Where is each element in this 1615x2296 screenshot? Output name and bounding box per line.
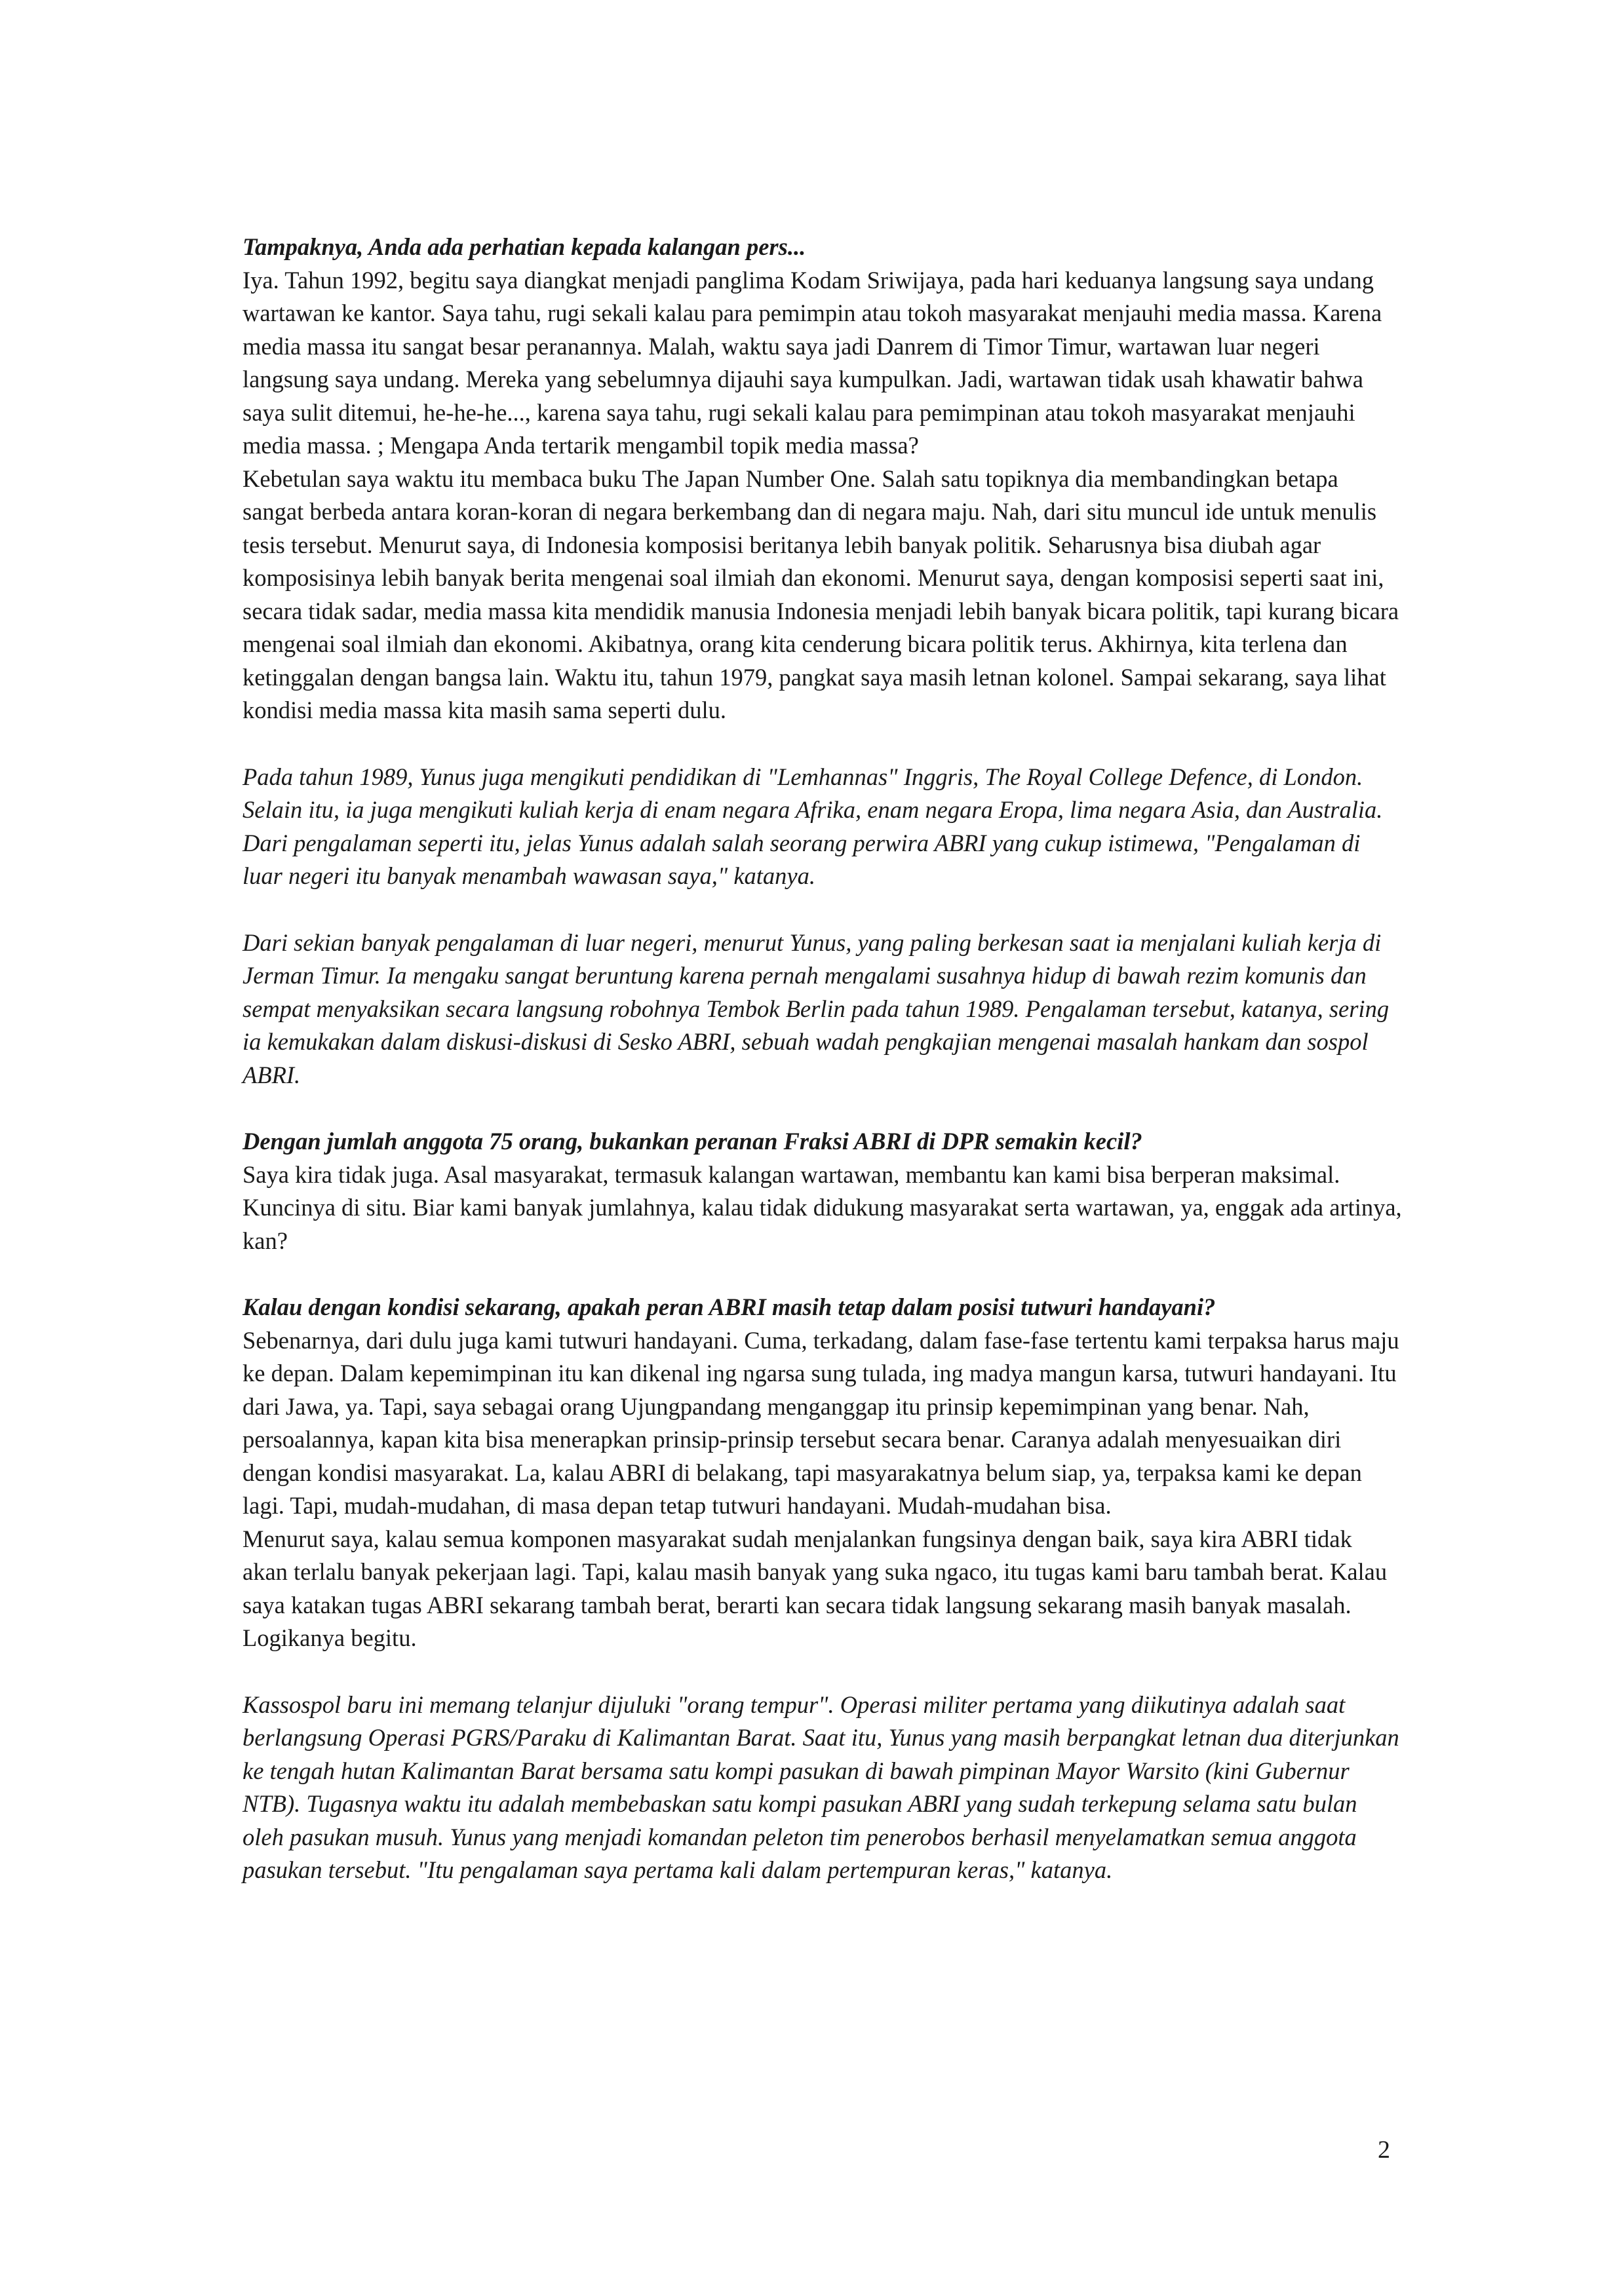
answer-paragraph: Kebetulan saya waktu itu membaca buku The Japan Number One. Salah satu topiknya dia membandingkan betapa sangat berbeda antara koran-koran di negara berkembang dan di negara maju. Nah, dari situ muncul ide untuk menulis tesis tersebut. Menurut saya, di Indonesia komposisi beritanya lebih banyak politik. Seharusnya bisa diubah agar komposisinya lebih banyak berita mengenai soal ilmiah dan ekonomi. Menurut saya, dengan komposisi seperti saat ini, secara tidak sadar, media massa kita mendidik manusia Indonesia menjadi lebih banyak bicara politik, tapi kurang bicara mengenai soal ilmiah dan ekonomi. Akibatnya, orang kita cenderung bicara politik terus. Akhirnya, kita terlena dan ketinggalan dengan bangsa lain. Waktu itu, tahun 1979, pangkat saya masih letnan kolonel. Sampai sekarang, saya lihat kondisi media massa kita masih sama seperti dulu. [243, 465, 1399, 723]
document-page [243, 231, 1403, 1921]
narrative-paragraph: Kassospol baru ini memang telanjur dijuluki "orang tempur". Operasi militer pertama yang diikutinya adalah saat berlangsung Operasi PGRS/Paraku di Kalimantan Barat. Saat itu, Yunus yang masih berpangkat letnan dua diterjunkan ke tengah hutan Kalimantan Barat bersama satu kompi pasukan di bawah pimpinan Mayor Warsito (kini Gubernur NTB). Tugasnya waktu itu adalah membebaskan satu kompi pasukan ABRI yang sudah terkepung selama satu bulan oleh pasukan musuh. Yunus yang menjadi komandan peleton tim penerobos berhasil menyelamatkan semua anggota pasukan tersebut. "Itu pengalaman saya pertama kali dalam pertempuran keras," katanya. [243, 1691, 1399, 1883]
interview-section-media [243, 231, 1403, 727]
answer-paragraph: Sebenarnya, dari dulu juga kami tutwuri handayani. Cuma, terkadang, dalam fase-fase tertentu kami terpaksa harus maju ke depan. Dalam kepemimpinan itu kan dikenal ing ngarsa sung tulada, ing madya mangun karsa, tutwuri handayani. Itu dari Jawa, ya. Tapi, saya sebagai orang Ujungpandang menganggap itu prinsip kepemimpinan yang benar. Nah, persoalannya, kapan kita bisa menerapkan prinsip-prinsip tersebut secara benar. Caranya adalah menyesuaikan diri dengan kondisi masyarakat. La, kalau ABRI di belakang, tapi masyarakatnya belum siap, ya, terpaksa kami ke depan lagi. Tapi, mudah-mudahan, di masa depan tetap tutwuri handayani. Mudah-mudahan bisa. [243, 1326, 1399, 1519]
answer-paragraph: Iya. Tahun 1992, begitu saya diangkat menjadi panglima Kodam Sriwijaya, pada hari keduanya langsung saya undang wartawan ke kantor. Saya tahu, rugi sekali kalau para pemimpin atau tokoh masyarakat menjauhi media massa. Karena media massa itu sangat besar peranannya. Malah, waktu saya jadi Danrem di Timor Timur, wartawan luar negeri langsung saya undang. Mereka yang sebelumnya dijauhi saya kumpulkan. Jadi, wartawan tidak usah khawatir bahwa saya sulit ditemui, he-he-he..., karena saya tahu, rugi sekali kalau para pemimpinan atau tokoh masyarakat menjauhi media massa. ; Mengapa Anda tertarik mengambil topik media massa? [243, 266, 1382, 459]
question-heading: Tampaknya, Anda ada perhatian kepada kalangan pers... [243, 233, 806, 260]
question-heading: Kalau dengan kondisi sekarang, apakah peran ABRI masih tetap dalam posisi tutwuri handayani? [243, 1293, 1216, 1320]
interview-section-tutwuri [243, 1291, 1403, 1655]
question-heading: Dengan jumlah anggota 75 orang, bukankan peranan Fraksi ABRI di DPR semakin kecil? [243, 1128, 1142, 1155]
interview-section-fraksi [243, 1125, 1403, 1257]
answer-paragraph: Menurut saya, kalau semua komponen masyarakat sudah menjalankan fungsinya dengan baik, saya kira ABRI tidak akan terlalu banyak pekerjaan lagi. Tapi, kalau masih banyak yang suka ngaco, itu tugas kami baru tambah berat. Kalau saya katakan tugas ABRI sekarang tambah berat, berarti kan secara tidak langsung sekarang masih banyak masalah. Logikanya begitu. [243, 1525, 1388, 1651]
narrative-paragraph: Dari sekian banyak pengalaman di luar negeri, menurut Yunus, yang paling berkesan saat ia menjalani kuliah kerja di Jerman Timur. Ia mengaku sangat beruntung karena pernah mengalami susahnya hidup di bawah rezim komunis dan sempat menyaksikan secara langsung robohnya Tembok Berlin pada tahun 1989. Pengalaman tersebut, katanya, sering ia kemukakan dalam diskusi-diskusi di Sesko ABRI, sebuah wadah pengkajian mengenai masalah hankam dan sospol ABRI. [243, 928, 1390, 1088]
answer-paragraph: Saya kira tidak juga. Asal masyarakat, termasuk kalangan wartawan, membantu kan kami bisa berperan maksimal. Kuncinya di situ. Biar kami banyak jumlahnya, kalau tidak didukung masyarakat serta wartawan, ya, enggak ada artinya, kan? [243, 1160, 1402, 1254]
page-number: 2 [1378, 2136, 1390, 2164]
narrative-paragraph: Pada tahun 1989, Yunus juga mengikuti pendidikan di "Lemhannas" Inggris, The Royal College Defence, di London. Selain itu, ia juga mengikuti kuliah kerja di enam negara Afrika, enam negara Eropa, lima negara Asia, dan Australia. Dari pengalaman seperti itu, jelas Yunus adalah salah seorang perwira ABRI yang cukup istimewa, "Pengalaman di luar negeri itu banyak menambah wawasan saya," katanya. [243, 763, 1383, 889]
